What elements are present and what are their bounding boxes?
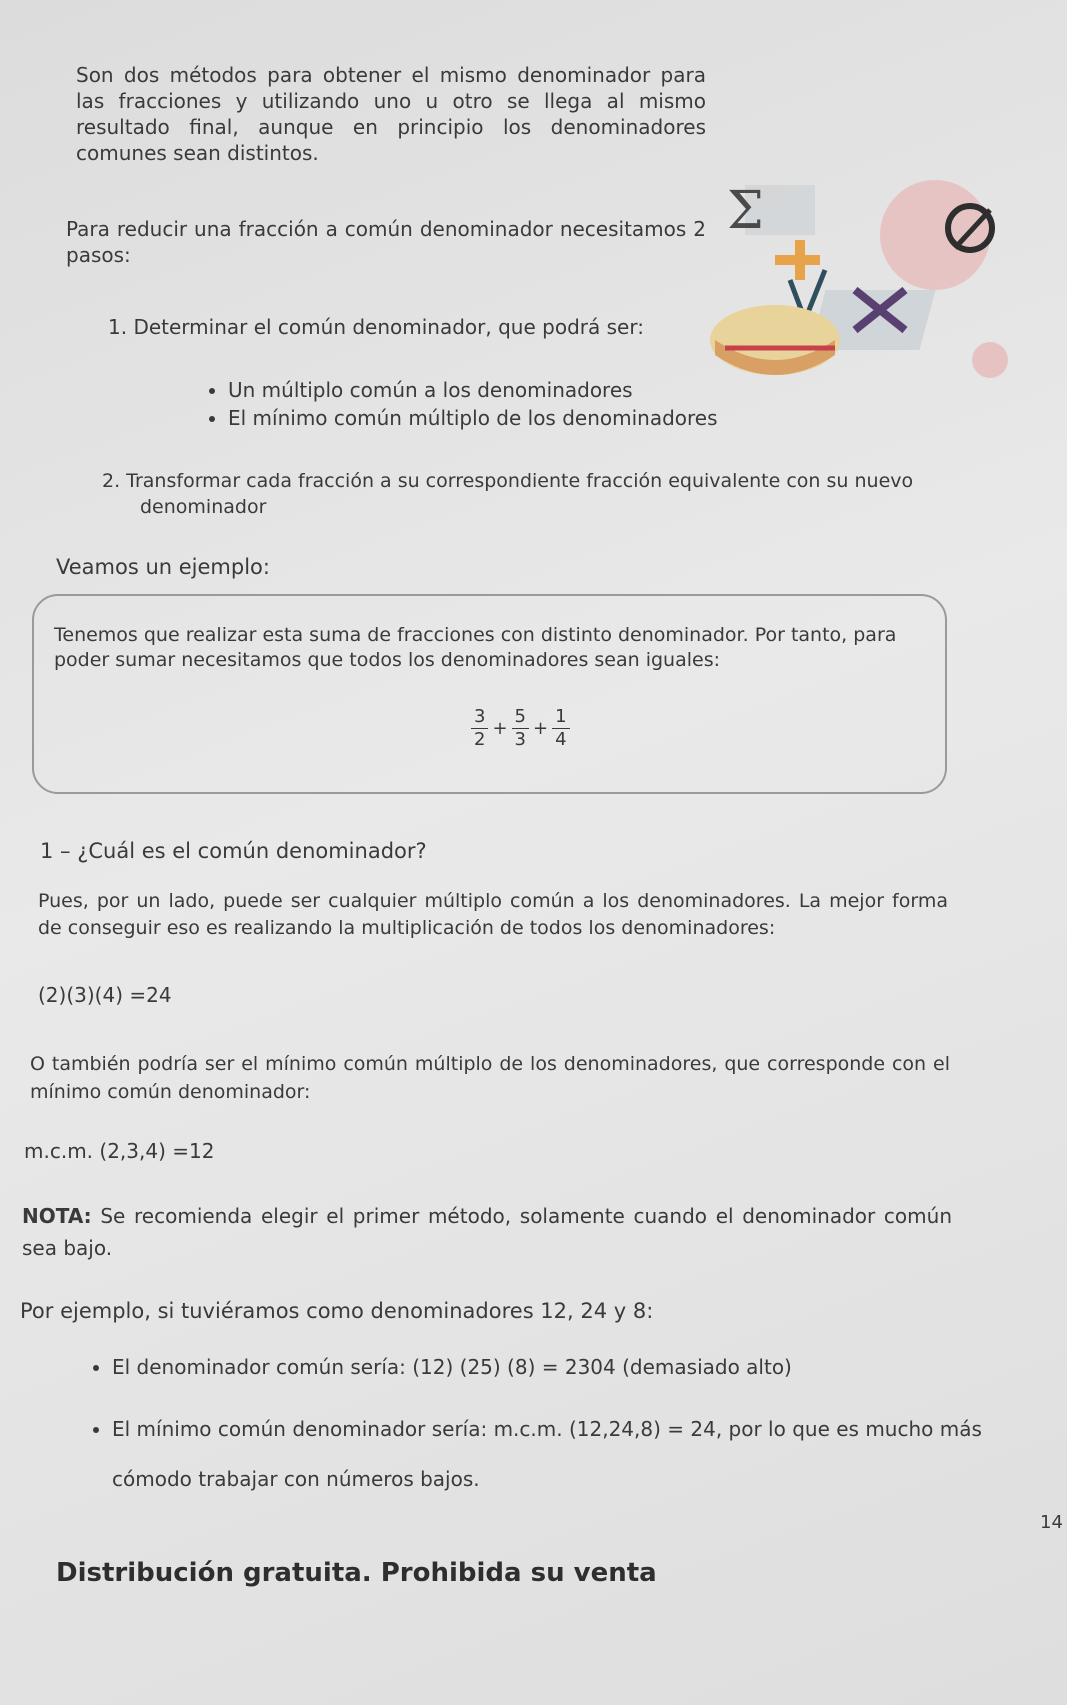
denominator: 3 (514, 729, 526, 750)
numerator: 5 (512, 706, 529, 729)
example-box (32, 594, 947, 794)
product-equation: (2)(3)(4) =24 (38, 983, 172, 1007)
fraction-sum (468, 706, 573, 751)
note-text: Se recomienda elegir el primer método, solamente cuando el denominador común sea bajo. (22, 1204, 952, 1260)
step-2-line-2: denominador (140, 496, 267, 518)
footer-notice: Distribución gratuita. Prohibida su venta (56, 1558, 657, 1588)
note-label: NOTA: (22, 1204, 92, 1228)
step-1: 1. Determinar el común denominador, que podrá ser: (108, 315, 644, 339)
fraction (552, 706, 569, 751)
step-1-options (200, 376, 748, 432)
lcm-paragraph: O también podría ser el mínimo común múltiplo de los denominadores, que corresponde con el mínimo común denominador: (30, 1053, 950, 1103)
page-number: 14 (1040, 1512, 1063, 1533)
numerator: 3 (471, 706, 488, 729)
answer-paragraph: Pues, por un lado, puede ser cualquier múltiplo común a los denominadores. La mejor forma de conseguir eso es realizando la multiplicación de todos los denominadores: (38, 890, 948, 939)
example-heading: Veamos un ejemplo: (56, 555, 270, 579)
example-2-intro: Por ejemplo, si tuviéramos como denominadores 12, 24 y 8: (20, 1299, 654, 1323)
example-box-text: Tenemos que realizar esta suma de fracciones con distinto denominador. Por tanto, para poder sumar necesitamos que todos los denominadores sean iguales: (54, 624, 897, 671)
numerator: 1 (552, 706, 569, 729)
sigma-icon: Σ (727, 181, 764, 241)
example-2-list (80, 1352, 1062, 1504)
list-item: • Un múltiplo común a los denominadores (228, 376, 748, 404)
list-item: • El mínimo común múltiplo de los denominadores (228, 404, 748, 432)
fraction (471, 706, 488, 751)
math-collage-illustration (705, 180, 1015, 420)
step-2-line-1: 2. Transformar cada fracción a su correspondiente fracción equivalente con su nuevo (102, 470, 914, 492)
note (22, 1200, 952, 1264)
fraction (512, 706, 529, 751)
intro-paragraph: Son dos métodos para obtener el mismo denominador para las fracciones y utilizando uno u otro se llega al mismo resultado final, aunque en principio los denominadores comunes sean distintos. (76, 63, 706, 165)
question-heading: 1 – ¿Cuál es el común denominador? (40, 839, 427, 863)
list-item: • El denominador común sería: (12) (25) (8) = 2304 (demasiado alto) (112, 1352, 1062, 1382)
plus-sign: + (492, 718, 508, 739)
lcm-equation: m.c.m. (2,3,4) =12 (24, 1139, 215, 1163)
denominator: 2 (474, 729, 486, 750)
reduce-intro: Para reducir una fracción a común denominador necesitamos 2 pasos: (66, 217, 706, 267)
plus-sign: + (533, 718, 549, 739)
denominator: 4 (555, 729, 567, 750)
list-item: • El mínimo común denominador sería: m.c.m. (12,24,8) = 24, por lo que es mucho más cómodo trabajar con números bajos. (112, 1404, 1062, 1504)
